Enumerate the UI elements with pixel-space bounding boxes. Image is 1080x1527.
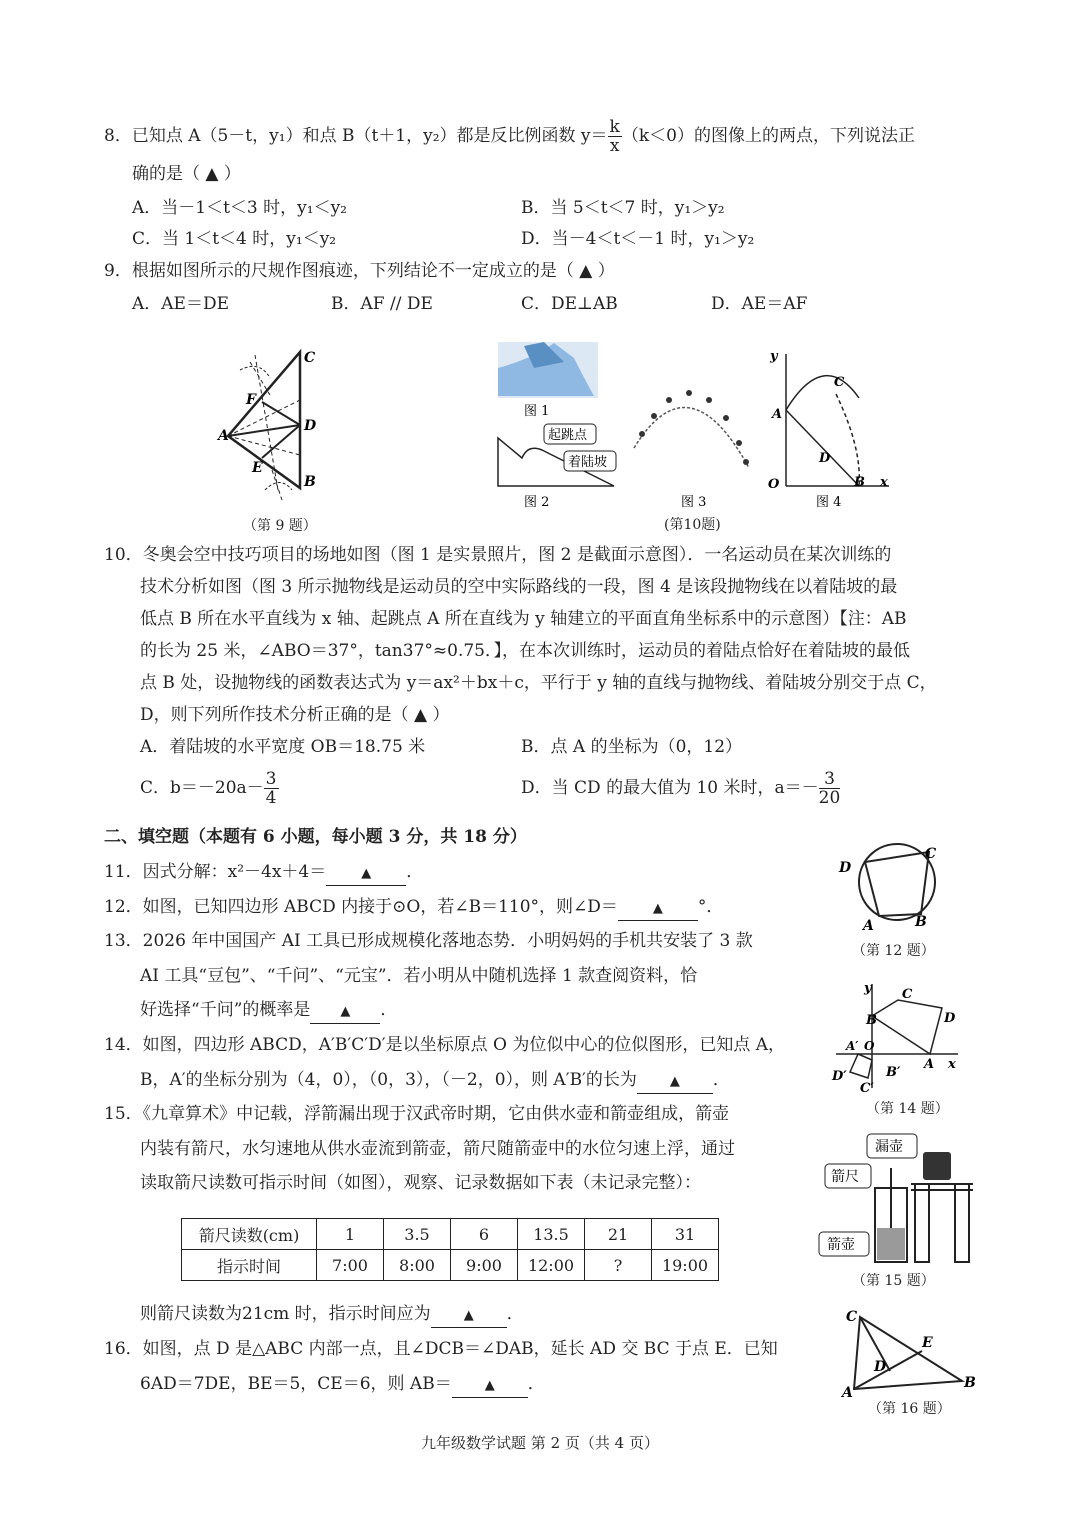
q9-label-f: F (246, 392, 256, 408)
q15-line4: 则箭尺读数为21cm 时，指示时间应为 ▲ ． (140, 1303, 524, 1328)
q9-caption: （第 9 题） (243, 518, 317, 534)
q13-line1: 13．2026 年中国国产 AI 工具已形成规模化落地态势．小明妈妈的手机共安装了 3 款 (104, 931, 753, 951)
q15-line2: 内装有箭尺，水匀速地从供水壶流到箭壶，箭尺随箭壶中的水位匀速上浮，通过 (140, 1139, 735, 1159)
q10-label-x: x (880, 475, 888, 490)
page-footer: 九年级数学试题 第 2 页（共 4 页） (421, 1434, 659, 1452)
q10-callout-takeoff: 起跳点 (548, 428, 588, 443)
q9-label-a: A (218, 428, 229, 444)
svg-text:O: O (864, 1039, 875, 1053)
q16-caption: （第 16 题） (868, 1401, 951, 1417)
q15-table (181, 1218, 719, 1281)
q12-blank[interactable]: ▲ (618, 898, 698, 921)
q9-option-a: A．AE＝DE (132, 294, 230, 314)
q12-figure (835, 840, 945, 935)
table-cell: 31 (652, 1219, 719, 1250)
q10-line6: D，则下列所作技术分析正确的是（ ▲ ） (140, 705, 450, 725)
svg-text:B: B (964, 1375, 976, 1391)
q10-fig1-label: 图 1 (524, 404, 550, 419)
q10-label-o: O (768, 477, 780, 492)
svg-text:B′: B′ (886, 1065, 901, 1080)
svg-text:A: A (842, 1385, 853, 1400)
svg-text:A: A (924, 1057, 935, 1072)
svg-text:E: E (922, 1335, 933, 1351)
q12: 12．如图，已知四边形 ABCD 内接于⊙O，若∠B＝110°，则∠D＝ ▲ °． (104, 896, 723, 921)
q10-line2: 技术分析如图（图 3 所示抛物线是运动员的空中实际路线的一段，图 4 是该段抛物线在以着陆坡的最 (140, 577, 898, 597)
table-cell: 21 (585, 1219, 652, 1250)
q9-line1: 9．根据如图所示的尺规作图痕迹，下列结论不一定成立的是（ ▲ ） (104, 261, 615, 281)
q8-line2: 确的是（ ▲ ） (132, 164, 241, 184)
q10-fig2-label: 图 2 (524, 495, 550, 510)
svg-text:D′: D′ (832, 1069, 847, 1084)
q9-option-b: B．AF // DE (331, 294, 433, 314)
q10-fig4-label: 图 4 (816, 495, 842, 510)
q10-line5: 点 B 处，设抛物线的函数表达式为 y＝ax²＋bx＋c，平行于 y 轴的直线与抛物线、着陆坡分别交于点 C， (140, 673, 937, 693)
q10-figure (494, 338, 904, 518)
q9-figure (210, 340, 340, 510)
q12-caption: （第 12 题） (852, 943, 935, 959)
q10-callout-slope: 着陆坡 (568, 455, 608, 470)
q13-line3: 好选择“千问”的概率是 ▲ ． (140, 999, 397, 1024)
svg-text:D: D (874, 1359, 887, 1375)
q10-label-a: A (772, 407, 783, 422)
q10-caption: (第10题) (664, 517, 721, 533)
svg-text:箭壶: 箭壶 (827, 1237, 855, 1253)
q10-label-y: y (770, 349, 778, 364)
svg-text:A: A (863, 918, 874, 934)
q14-figure (828, 978, 963, 1093)
q10-line3: 低点 B 所在水平直线为 x 轴、起跳点 A 所在直线为 y 轴建立的平面直角坐标系中的示意图）【注：AB (140, 609, 907, 629)
q8-option-a: A．当－1＜t＜3 时，y₁＜y₂ (132, 198, 347, 218)
q8-line1: 8．已知点 A（5－t，y₁）和点 B（t＋1，y₂）都是反比例函数 y＝ $\frac{k}{x}$ （k＜0）的图像上的两点，下列说法正 (104, 117, 915, 156)
table-cell: 6 (451, 1219, 518, 1250)
q11-blank[interactable]: ▲ (326, 863, 406, 886)
table-cell: 8:00 (384, 1250, 451, 1281)
table-cell: 3.5 (384, 1219, 451, 1250)
svg-text:A′: A′ (846, 1039, 859, 1053)
table-row (182, 1250, 719, 1281)
table-header-cell: 指示时间 (182, 1250, 317, 1281)
q10-option-b: B．点 A 的坐标为（0，12） (521, 737, 743, 757)
svg-text:C: C (846, 1309, 858, 1325)
q15-line3: 读取箭尺读数可指示时间（如图），观察、记录数据如下表（未记录完整）： (140, 1173, 701, 1193)
q10-label-d: D (819, 451, 831, 466)
svg-text:x: x (948, 1057, 956, 1072)
q10-label-b: B (854, 475, 865, 490)
q10-label-c: C (834, 375, 845, 390)
svg-text:C: C (902, 987, 913, 1002)
q16-figure (840, 1305, 980, 1400)
q11: 11．因式分解：x²－4x＋4＝ ▲ ． (104, 861, 423, 886)
svg-text:D: D (944, 1011, 956, 1026)
q8-fraction: $\frac{k}{x}$ (609, 117, 620, 156)
q9-label-b: B (304, 474, 316, 490)
svg-text:C: C (925, 846, 937, 862)
q14-line1: 14．如图，四边形 ABCD，A′B′C′D′是以坐标原点 O 为位似中心的位似图形，已知点 A， (104, 1035, 786, 1055)
q9-option-c: C．DE⊥AB (521, 294, 618, 314)
section-2-heading: 二、填空题（本题有 6 小题，每小题 3 分，共 18 分） (104, 827, 527, 847)
table-cell: 9:00 (451, 1250, 518, 1281)
svg-text:箭尺: 箭尺 (831, 1169, 859, 1185)
q8-option-c: C．当 1＜t＜4 时，y₁＜y₂ (132, 229, 337, 249)
q16-blank[interactable]: ▲ (452, 1375, 528, 1398)
q15-caption: （第 15 题） (852, 1273, 935, 1289)
table-cell: 12:00 (518, 1250, 585, 1281)
q8-option-d: D．当－4＜t＜－1 时，y₁＞y₂ (521, 229, 755, 249)
svg-text:B: B (866, 1013, 877, 1028)
table-cell: ? (585, 1250, 652, 1281)
q9-label-e: E (252, 460, 263, 476)
table-row (182, 1219, 719, 1250)
q16-line1: 16．如图，点 D 是△ABC 内部一点，且∠DCB＝∠DAB，延长 AD 交 BC 于点 E．已知 (104, 1339, 778, 1359)
table-cell: 7:00 (317, 1250, 384, 1281)
q9-label-d: D (304, 418, 317, 434)
q10-line4: 的长为 25 米，∠ABO＝37°，tan37°≈0.75．】，在本次训练时，运动员的着陆点恰好在着陆坡的最低 (140, 641, 910, 661)
svg-text:B: B (915, 914, 927, 930)
svg-text:y: y (864, 981, 872, 996)
q14-blank[interactable]: ▲ (637, 1071, 713, 1094)
q16-line2: 6AD＝7DE，BE＝5，CE＝6，则 AB＝ ▲ ． (140, 1373, 545, 1398)
q13-blank[interactable]: ▲ (310, 1001, 380, 1024)
q10-line1: 10．冬奥会空中技巧项目的场地如图（图 1 是实景照片，图 2 是截面示意图）．一名运动员在某次训练的 (104, 545, 892, 565)
q10-option-d: D．当 CD 的最大值为 10 米时，a＝－ $\frac{3}{20}$ (521, 769, 841, 808)
q8-option-b: B．当 5＜t＜7 时，y₁＞y₂ (521, 198, 725, 218)
table-cell: 1 (317, 1219, 384, 1250)
q10-fig3-label: 图 3 (681, 495, 707, 510)
table-header-cell: 箭尺读数(cm) (182, 1219, 317, 1250)
q14-line2: B，A′的坐标分别为（4，0），（0，3），（－2，0），则 A′B′的长为 ▲ ． (140, 1069, 730, 1094)
q14-caption: （第 14 题） (866, 1101, 949, 1117)
q15-figure (815, 1128, 975, 1268)
q15-blank[interactable]: ▲ (431, 1305, 507, 1328)
q13-line2: AI 工具“豆包”、“千问”、“元宝”．若小明从中随机选择 1 款查阅资料，恰 (140, 966, 698, 986)
q10-option-c: C．b＝－20a－ $\frac{3}{4}$ (140, 769, 277, 808)
q10-option-a: A．着陆坡的水平宽度 OB＝18.75 米 (140, 737, 426, 757)
svg-text:D: D (839, 860, 852, 876)
table-cell: 13.5 (518, 1219, 585, 1250)
q9-label-c: C (304, 350, 316, 366)
svg-text:漏壶: 漏壶 (875, 1139, 903, 1155)
q9-option-d: D．AE＝AF (711, 294, 808, 314)
table-cell: 19:00 (652, 1250, 719, 1281)
svg-text:C′: C′ (860, 1081, 874, 1093)
q15-line1: 15．《九章算术》中记载，浮箭漏出现于汉武帝时期，它由供水壶和箭壶组成，箭壶 (104, 1104, 730, 1124)
